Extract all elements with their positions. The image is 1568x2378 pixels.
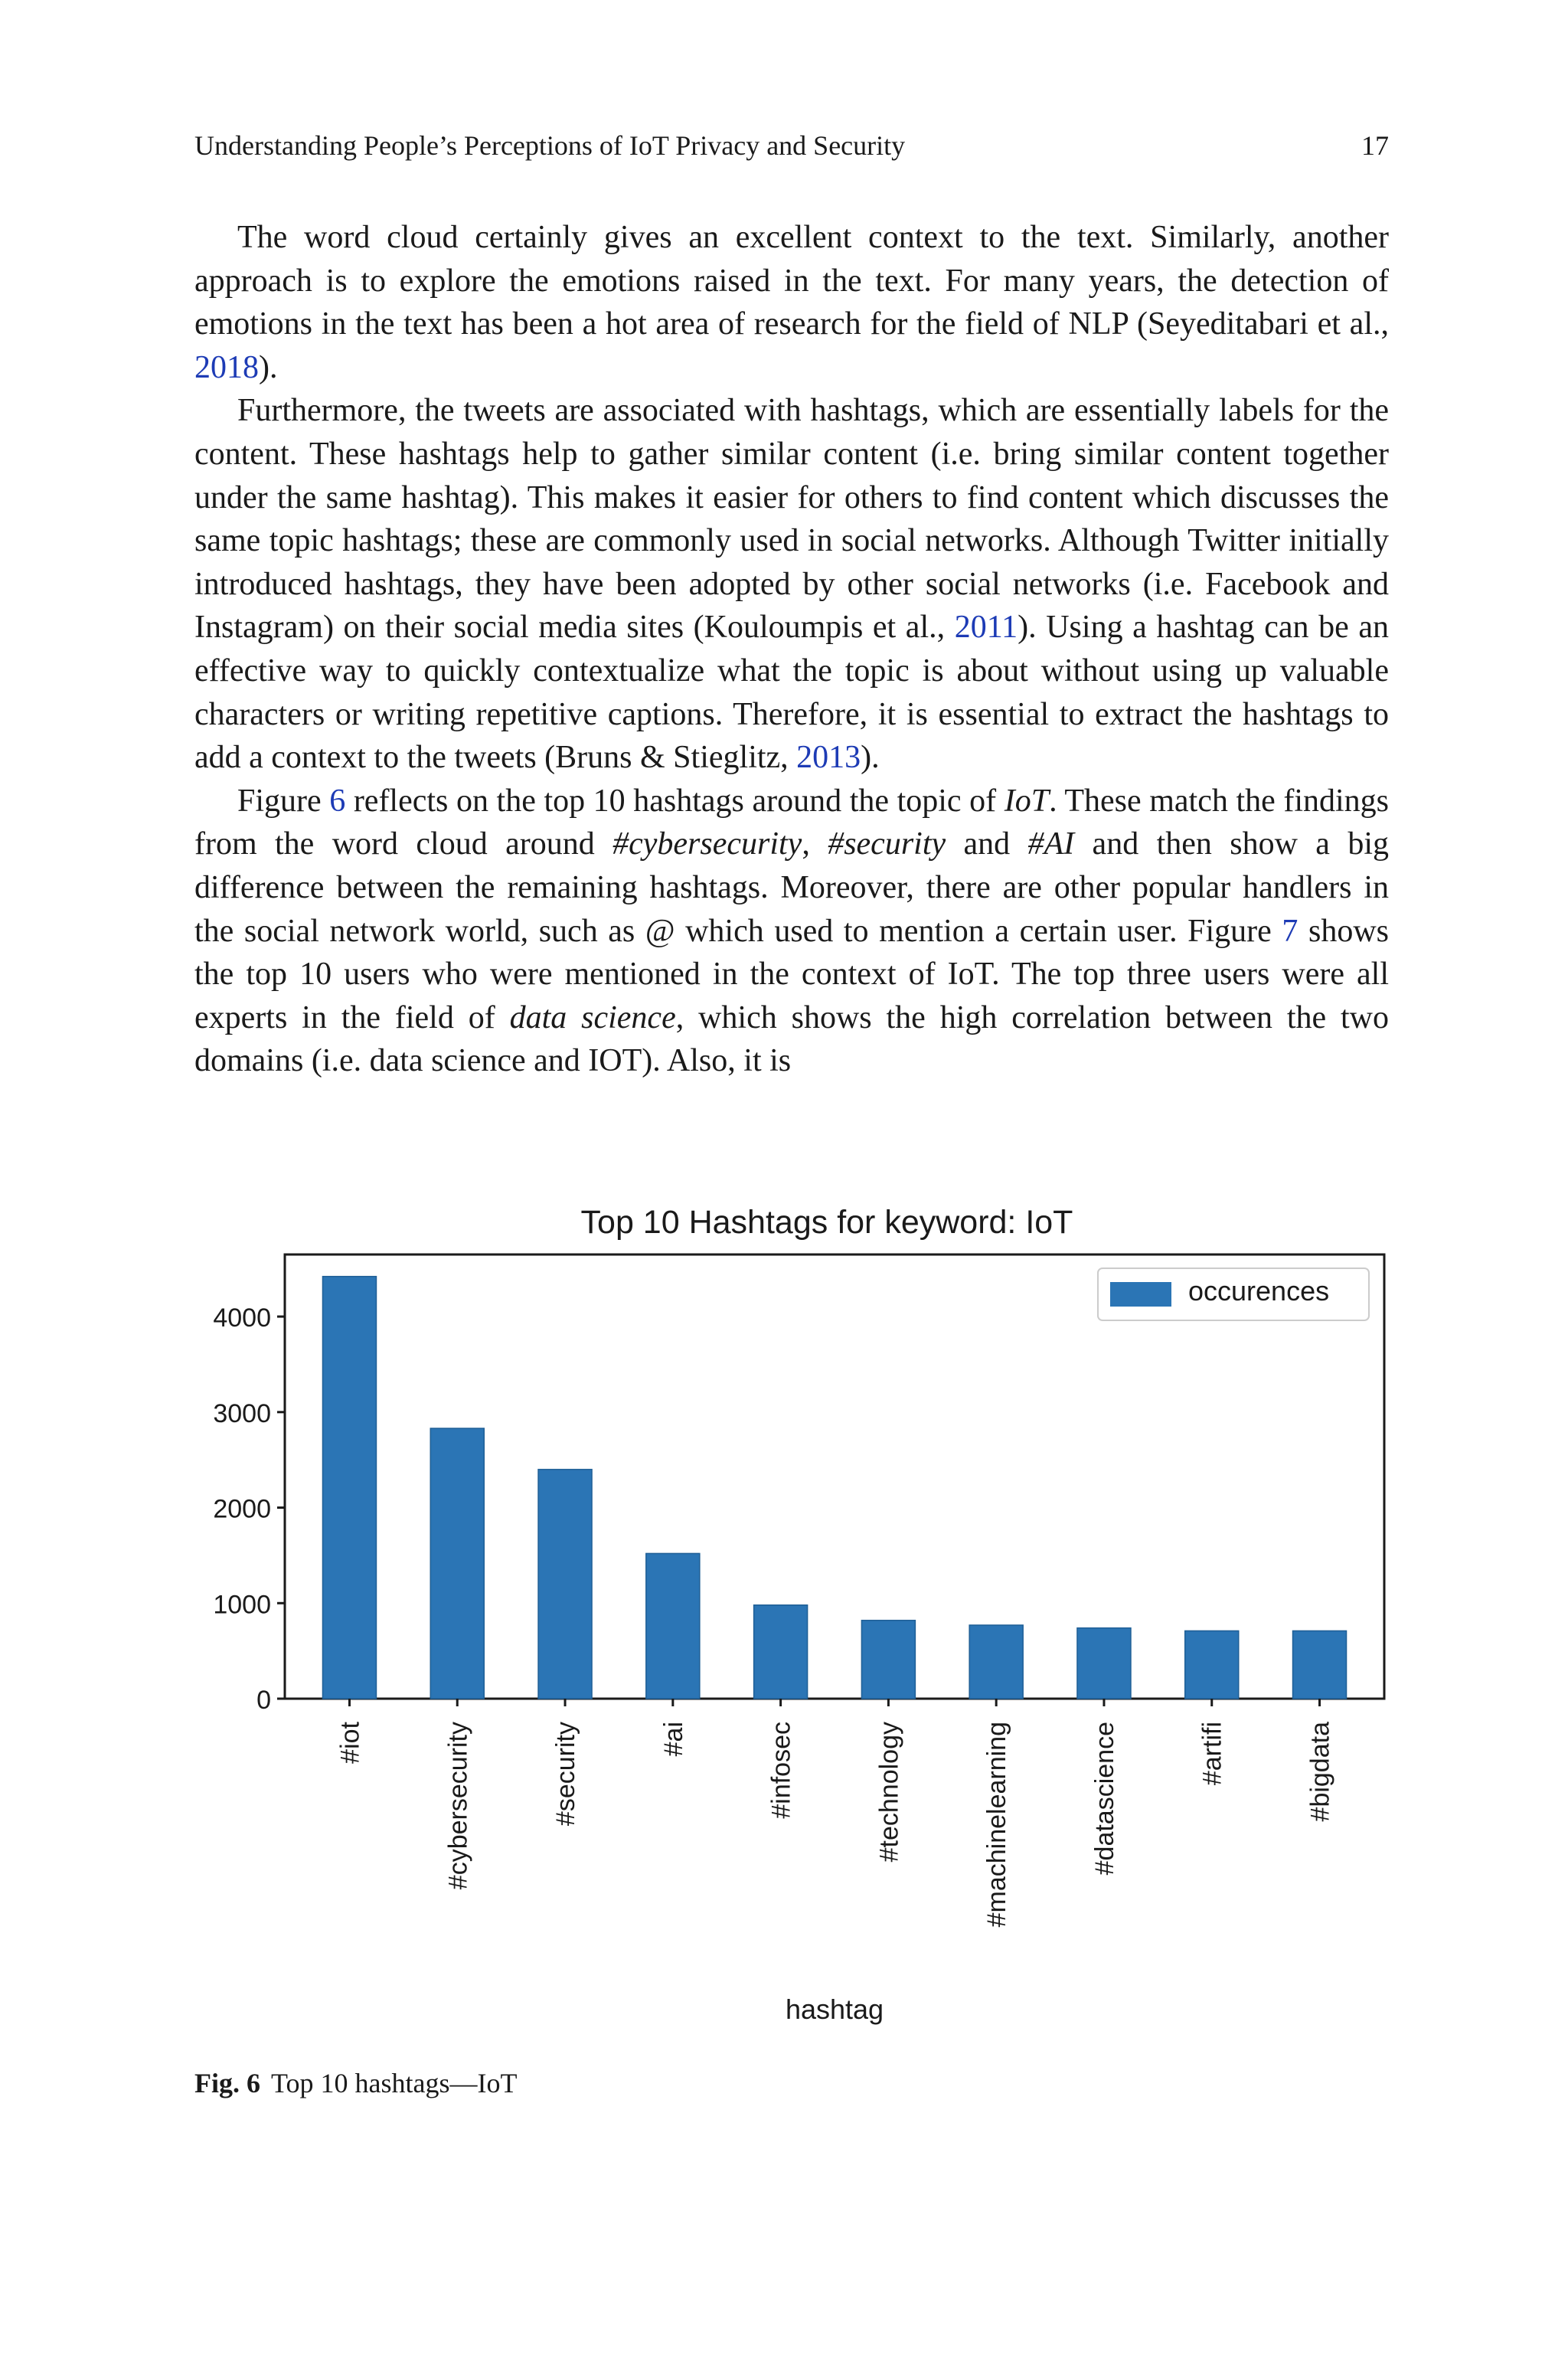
x-tick-label: #cybersecurity [443, 1722, 473, 1890]
bar [1077, 1628, 1131, 1699]
italic-text: #security [828, 826, 946, 862]
italic-text: #cybersecurity [612, 826, 802, 862]
y-tick-label: 4000 [213, 1303, 271, 1333]
page-number: 17 [1361, 130, 1389, 161]
y-axis [213, 1303, 285, 1715]
italic-text: data science [509, 999, 676, 1035]
paragraph [194, 780, 1389, 1083]
text-run: and [946, 826, 1028, 862]
bars [322, 1277, 1346, 1699]
bar [1185, 1631, 1239, 1699]
x-tick-label: #bigdata [1305, 1722, 1335, 1822]
y-tick-label: 0 [256, 1686, 271, 1715]
x-tick-label: #machinelearning [982, 1722, 1012, 1928]
chart-title: Top 10 Hashtags for keyword: IoT [580, 1204, 1073, 1241]
text-run: and then show a big difference between the remaining hashtags. Moreover, there are other popular handlers in the social network world, such as @ which used to mention a certain user. Figure [194, 826, 1389, 949]
chart-svg [138, 1195, 1439, 2053]
text-run: ). [259, 349, 278, 385]
y-tick-label: 2000 [213, 1494, 271, 1524]
text-run: , which shows the high correlation between the two domains (i.e. data science and IOT). Also, it is [194, 999, 1389, 1079]
text-run: ). [861, 740, 880, 776]
running-title: Understanding People’s Perceptions of IoT Privacy and Security [194, 130, 906, 161]
x-axis [335, 1699, 1334, 1927]
figure-caption-text: Top 10 hashtags—IoT [271, 2068, 518, 2098]
bar [1293, 1631, 1347, 1699]
italic-text: #AI [1027, 826, 1075, 862]
bar [969, 1625, 1023, 1699]
x-tick-label: #iot [335, 1722, 365, 1764]
bar [646, 1553, 700, 1699]
x-tick-label: #infosec [766, 1722, 796, 1819]
y-tick-label: 1000 [213, 1590, 271, 1620]
reference-link[interactable]: 7 [1282, 913, 1298, 949]
reference-link[interactable]: 2013 [796, 740, 861, 776]
x-tick-label: #ai [658, 1722, 688, 1757]
text-run: . These match the findings from the word cloud around [194, 783, 1389, 862]
body-text [194, 216, 1389, 1083]
x-tick-label: #artifi [1197, 1722, 1227, 1786]
bar [861, 1621, 915, 1699]
bar [430, 1428, 484, 1699]
text-run: , [802, 826, 828, 862]
text-run: ). Using a hashtag can be an effective way to quickly contextualize what the topic is about without using up valuable characters or writing repetitive captions. Therefore, it is essential to extract the hashtags to add a context to the tweets (Bruns & Stieglitz, [194, 610, 1389, 776]
legend [1098, 1268, 1369, 1320]
x-axis-label: hashtag [785, 1994, 884, 2025]
reference-link[interactable]: 6 [329, 783, 346, 819]
x-tick-label: #security [551, 1722, 581, 1827]
text-run: reflects on the top 10 hashtags around the topic of [345, 783, 1004, 819]
reference-link[interactable]: 2018 [194, 349, 259, 385]
paragraph [194, 216, 1389, 389]
italic-text: IoT [1004, 783, 1050, 819]
legend-swatch [1110, 1282, 1171, 1307]
paragraph [194, 389, 1389, 779]
reference-link[interactable]: 2011 [954, 610, 1018, 646]
bar [754, 1605, 808, 1699]
hashtag-chart [138, 1195, 1439, 2056]
bar [538, 1470, 592, 1699]
bar [322, 1277, 376, 1699]
text-run: The word cloud certainly gives an excellent context to the text. Similarly, another approach is to explore the emotions raised in the text. For many years, the detection of emotions in the text has been a hot area of research for the field of NLP (Seyeditabari et al., [194, 220, 1389, 342]
x-tick-label: #technology [874, 1722, 904, 1863]
text-run: Furthermore, the tweets are associated with hashtags, which are essentially labels for the content. These hashtags help to gather similar content (i.e. bring similar content together under the same hashtag). This makes it easier for others to find content which discusses the same topic hashtags; these are commonly used in social networks. Although Twitter initially introduced hashtags, they have been adopted by other social networks (i.e. Facebook and Instagram) on their social media sites (Kouloumpis et al., [194, 393, 1389, 646]
x-tick-label: #datascience [1089, 1722, 1119, 1876]
text-run: Figure [237, 783, 330, 819]
running-header [194, 127, 1389, 164]
y-tick-label: 3000 [213, 1398, 271, 1428]
figure-label: Fig. 6 [194, 2068, 260, 2098]
text-run: shows the top 10 users who were mentioned in the context of IoT. The top three users were all experts in the field of [194, 913, 1389, 1035]
legend-label: occurences [1188, 1275, 1330, 1307]
figure-caption [194, 2065, 517, 2102]
